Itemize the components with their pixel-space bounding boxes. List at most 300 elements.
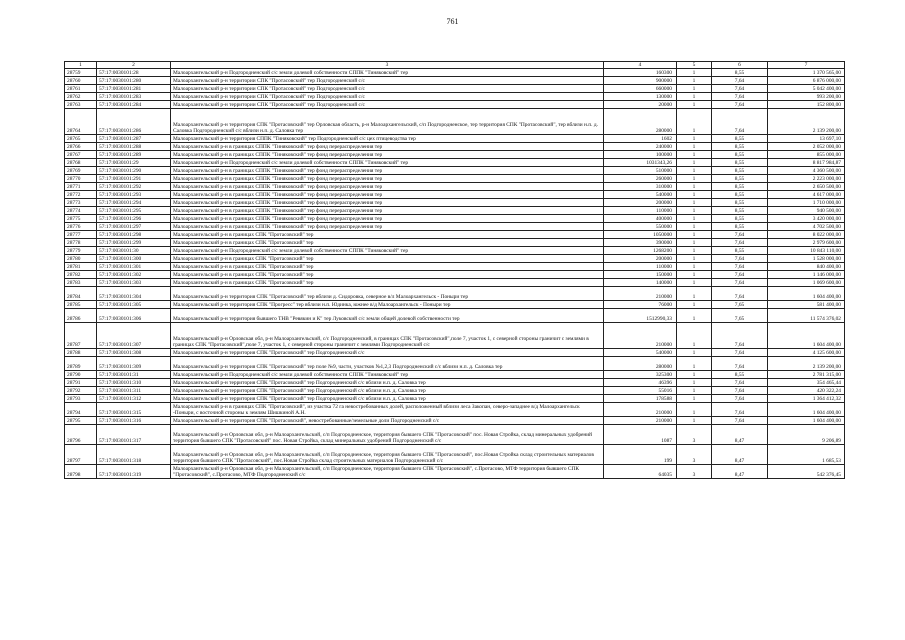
row-number-cell: 28797: [65, 445, 97, 465]
category-cell: 1: [677, 247, 712, 255]
category-cell: 1: [677, 101, 712, 109]
area-cell: 130000: [604, 93, 677, 101]
cadastral-number-cell: 57:17:0030101:295: [97, 207, 171, 215]
address-cell: Малоархангельский р-н территория СПК "Прогресс" тер вблизи н.п. Юдинка, южнее в/д Малоархангельск - Поныри тер: [171, 301, 604, 309]
area-cell: 64035: [604, 465, 677, 479]
row-number-cell: 28770: [65, 175, 97, 183]
cadastral-number-cell: 57:17:0030101:29: [97, 159, 171, 167]
category-cell: 3: [677, 445, 712, 465]
area-cell: 20000: [604, 101, 677, 109]
value-cell: 940 500,00: [768, 207, 845, 215]
address-cell: Малоархангельский р-н территории СПК "Протасовский" тер Подгородненский с/с: [171, 101, 604, 109]
value-cell: 1 146 000,00: [768, 271, 845, 279]
value-cell: 9 206,89: [768, 425, 845, 445]
row-number-cell: 28759: [65, 69, 97, 77]
row-number-cell: 28772: [65, 191, 97, 199]
area-cell: 100000: [604, 151, 677, 159]
address-cell: Малоархангельский р-н Подгородненский с/с земли долевой собственности СППК "Тиняковский" тер: [171, 159, 604, 167]
table-row: [65, 191, 845, 199]
cadastral-table: [64, 61, 845, 479]
table-row: [65, 159, 845, 167]
value-cell: 1 604 400,00: [768, 403, 845, 417]
row-number-cell: 28769: [65, 167, 97, 175]
category-cell: 1: [677, 183, 712, 191]
category-cell: 1: [677, 287, 712, 301]
cadastral-number-cell: 57:17:0030101:289: [97, 151, 171, 159]
cadastral-number-cell: 57:17:0030101:286: [97, 109, 171, 135]
value-cell: 855 000,00: [768, 151, 845, 159]
rate-cell: 7,64: [712, 395, 768, 403]
row-number-cell: 28789: [65, 357, 97, 371]
table-row: [65, 417, 845, 425]
row-number-cell: 28790: [65, 371, 97, 379]
cadastral-number-cell: 57:17:0030101:309: [97, 357, 171, 371]
value-cell: 2 139 200,00: [768, 357, 845, 371]
rate-cell: 8,55: [712, 167, 768, 175]
area-cell: 400000: [604, 215, 677, 223]
rate-cell: 8,55: [712, 223, 768, 231]
table-row: [65, 223, 845, 231]
cadastral-number-cell: 57:17:0030101:293: [97, 191, 171, 199]
cadastral-number-cell: 57:17:0030101:28: [97, 69, 171, 77]
row-number-cell: 28773: [65, 199, 97, 207]
table-row: [65, 175, 845, 183]
area-cell: 280000: [604, 109, 677, 135]
row-number-cell: 28796: [65, 425, 97, 445]
category-cell: 1: [677, 191, 712, 199]
row-number-cell: 28792: [65, 387, 97, 395]
row-number-cell: 28760: [65, 77, 97, 85]
rate-cell: 8,47: [712, 445, 768, 465]
row-number-cell: 28762: [65, 93, 97, 101]
table-row: [65, 387, 845, 395]
rate-cell: 7,65: [712, 301, 768, 309]
value-cell: 420 322,24: [768, 387, 845, 395]
cadastral-number-cell: 57:17:0030101:311: [97, 387, 171, 395]
cadastral-number-cell: 57:17:0030101:303: [97, 279, 171, 287]
category-cell: 1: [677, 207, 712, 215]
cadastral-number-cell: 57:17:0030101:30: [97, 247, 171, 255]
address-cell: Малоархангельский р-н территория СПК "Протасовский" тер Подгородненский с/с: [171, 349, 604, 357]
value-cell: 11 574 376,02: [768, 309, 845, 323]
cadastral-number-cell: 57:17:0030101:31: [97, 371, 171, 379]
rate-cell: 8,55: [712, 175, 768, 183]
table-row: [65, 271, 845, 279]
column-header: 2: [97, 62, 171, 69]
value-cell: 2 979 600,00: [768, 239, 845, 247]
table-row: [65, 199, 845, 207]
cadastral-number-cell: 57:17:0030101:300: [97, 255, 171, 263]
address-cell: Малоархангельский р-н территория СПК "Протасовский" тер Орловская область, р-н Малоархангельский, с/п Подгородненское, тер территория СПК "Протасовский", тер вблизи н.п. д. Саловка Подгородненский с/с вблизи н.п. д. Саловка тер: [171, 109, 604, 135]
rate-cell: 7,64: [712, 417, 768, 425]
row-number-cell: 28765: [65, 135, 97, 143]
value-cell: 1 604 400,00: [768, 323, 845, 349]
row-number-cell: 28787: [65, 323, 97, 349]
value-cell: 1 528 000,00: [768, 255, 845, 263]
value-cell: 8 817 984,87: [768, 159, 845, 167]
rate-cell: 7,64: [712, 231, 768, 239]
row-number-cell: 28771: [65, 183, 97, 191]
area-cell: 540000: [604, 191, 677, 199]
area-cell: 240000: [604, 143, 677, 151]
cadastral-number-cell: 57:17:0030101:308: [97, 349, 171, 357]
table-row: [65, 143, 845, 151]
category-cell: 1: [677, 199, 712, 207]
cadastral-number-cell: 57:17:0030101:280: [97, 77, 171, 85]
category-cell: 1: [677, 143, 712, 151]
row-number-cell: 28766: [65, 143, 97, 151]
category-cell: 1: [677, 349, 712, 357]
row-number-cell: 28794: [65, 403, 97, 417]
rate-cell: 7,64: [712, 85, 768, 93]
row-number-cell: 28778: [65, 239, 97, 247]
table-row: [65, 263, 845, 271]
row-number-cell: 28764: [65, 109, 97, 135]
category-cell: 1: [677, 387, 712, 395]
table-row: [65, 287, 845, 301]
table-row: [65, 323, 845, 349]
area-cell: 178588: [604, 395, 677, 403]
table-row: [65, 309, 845, 323]
area-cell: 55016: [604, 387, 677, 395]
table-row: [65, 371, 845, 379]
rate-cell: 7,64: [712, 357, 768, 371]
address-cell: Малоархангельский р-н территории СПК "Протасовский" тер Подгородненский с/с: [171, 85, 604, 93]
table-row: [65, 167, 845, 175]
rate-cell: 8,55: [712, 199, 768, 207]
rate-cell: 7,64: [712, 403, 768, 417]
category-cell: 1: [677, 223, 712, 231]
rate-cell: 7,64: [712, 263, 768, 271]
area-cell: 325300: [604, 371, 677, 379]
rate-cell: 8,55: [712, 151, 768, 159]
row-number-cell: 28781: [65, 263, 97, 271]
cadastral-number-cell: 57:17:0030101:302: [97, 271, 171, 279]
area-cell: 110000: [604, 263, 677, 271]
category-cell: 1: [677, 395, 712, 403]
table-row: [65, 183, 845, 191]
cadastral-number-cell: 57:17:0030101:284: [97, 101, 171, 109]
address-cell: Малоархангельский р-н территория СПК "Протасовский" тер Подгородненский с/с вблизи н.п. д. Саловка тер: [171, 379, 604, 387]
address-cell: Малоархангельский р-н Подгородненский с/с земли долевой собственности СППК "Тиняковский" тер: [171, 371, 604, 379]
rate-cell: 7,64: [712, 379, 768, 387]
value-cell: 2 781 315,00: [768, 371, 845, 379]
address-cell: Малоархангельский р-н территория СПК "Протасовский" тер Подгородненский с/с вблизи н.п. д. Саловка тер: [171, 387, 604, 395]
table-row: [65, 77, 845, 85]
address-cell: Малоархангельский р-н территория СПК "Протасовский", невостребованные/земельные доли Подгородненский с/с: [171, 417, 604, 425]
row-number-cell: 28774: [65, 207, 97, 215]
value-cell: 2 223 000,00: [768, 175, 845, 183]
area-cell: 76000: [604, 301, 677, 309]
rate-cell: 8,55: [712, 135, 768, 143]
address-cell: Малоархангельский р-н в границах СППК "Тиняковский" тер фонд перераспределения тер: [171, 151, 604, 159]
category-cell: 1: [677, 417, 712, 425]
address-cell: Малоархангельский р-н в границах СППК "Тиняковский" тер фонд перераспределения тер: [171, 143, 604, 151]
table-row: [65, 247, 845, 255]
cadastral-number-cell: 57:17:0030101:294: [97, 199, 171, 207]
row-number-cell: 28779: [65, 247, 97, 255]
area-cell: 390000: [604, 239, 677, 247]
category-cell: 1: [677, 323, 712, 349]
area-cell: 1031343,26: [604, 159, 677, 167]
cadastral-number-cell: 57:17:0030101:298: [97, 231, 171, 239]
value-cell: 4 125 600,00: [768, 349, 845, 357]
row-number-cell: 28767: [65, 151, 97, 159]
area-cell: 660000: [604, 85, 677, 93]
category-cell: 1: [677, 309, 712, 323]
cadastral-number-cell: 57:17:0030101:291: [97, 175, 171, 183]
value-cell: 1 370 565,00: [768, 69, 845, 77]
row-number-cell: 28761: [65, 85, 97, 93]
table-row: [65, 465, 845, 479]
address-cell: Малоархангельский р-н в границах СПК "Протасовский" тер: [171, 279, 604, 287]
address-cell: Малоархангельский р-н в границах СПК "Протасовский" тер: [171, 231, 604, 239]
rate-cell: 8,55: [712, 207, 768, 215]
value-cell: 4 702 500,00: [768, 223, 845, 231]
table-row: [65, 379, 845, 387]
row-number-cell: 28785: [65, 301, 97, 309]
value-cell: 840 400,00: [768, 263, 845, 271]
cadastral-number-cell: 57:17:0030101:307: [97, 323, 171, 349]
table-header-row: [65, 62, 845, 69]
category-cell: 1: [677, 135, 712, 143]
value-cell: 1 364 412,32: [768, 395, 845, 403]
category-cell: 3: [677, 425, 712, 445]
category-cell: 3: [677, 465, 712, 479]
address-cell: Малоархангельский р-н в границах СППК "Тиняковский" тер фонд перераспределения тер: [171, 223, 604, 231]
rate-cell: 8,55: [712, 183, 768, 191]
row-number-cell: 28791: [65, 379, 97, 387]
area-cell: 160300: [604, 69, 677, 77]
category-cell: 1: [677, 167, 712, 175]
cadastral-number-cell: 57:17:0030101:310: [97, 379, 171, 387]
address-cell: Малоархангельский р-н Подгородненский с/с земли долевой собственности СППК "Тиняковский" тер: [171, 69, 604, 77]
cadastral-number-cell: 57:17:0030101:306: [97, 309, 171, 323]
address-cell: Малоархангельский р-н в границах СППК "Тиняковский" тер фонд перераспределения тер: [171, 175, 604, 183]
address-cell: Малоархангельский р-н в границах СПК "Протасовский" тер: [171, 239, 604, 247]
row-number-cell: 28777: [65, 231, 97, 239]
table-row: [65, 207, 845, 215]
area-cell: 150000: [604, 271, 677, 279]
address-cell: Малоархангельский р-н Орловская обл, р-н Малоархангельский, с/п Подгородненское, территория бывшего СПК "Протасовский", пос.Новая Стройка склад строительных материалов территория бывшего СПК "Протасовский", пос.Новая Стройка склад строительных материалов Подгородненский с/с: [171, 445, 604, 465]
category-cell: 1: [677, 109, 712, 135]
rate-cell: 7,64: [712, 255, 768, 263]
address-cell: Малоархангельский р-н в границах СППК "Тиняковский" тер фонд перераспределения тер: [171, 191, 604, 199]
cadastral-number-cell: 57:17:0030101:304: [97, 287, 171, 301]
value-cell: 2 139 200,00: [768, 109, 845, 135]
row-number-cell: 28798: [65, 465, 97, 479]
category-cell: 1: [677, 231, 712, 239]
table-row: [65, 231, 845, 239]
address-cell: Малоархангельский р-н территория СППК "Тиняковский" тер Подгородненский с/с цех птицеводства тер: [171, 135, 604, 143]
table-row: [65, 69, 845, 77]
address-cell: Малоархангельский р-н в границах СППК "Тиняковский" тер фонд перераспределения тер: [171, 207, 604, 215]
category-cell: 1: [677, 271, 712, 279]
table-row: [65, 395, 845, 403]
area-cell: 550000: [604, 223, 677, 231]
rate-cell: 8,55: [712, 143, 768, 151]
row-number-cell: 28788: [65, 349, 97, 357]
cadastral-number-cell: 57:17:0030101:319: [97, 465, 171, 479]
table-row: [65, 279, 845, 287]
rate-cell: 7,64: [712, 323, 768, 349]
row-number-cell: 28763: [65, 101, 97, 109]
table-row: [65, 239, 845, 247]
address-cell: Малоархангельский р-н Орловская обл, р-н Малоархангельский, с/п Подгородненское, территория бывшего СПК "Протасовский" пос. Новая Стройка, склад минеральных удобрений территория бывшего СПК "Протасовский" пос. Новая Стройка, склад минеральных удобрений Подгородненский с/с: [171, 425, 604, 445]
rate-cell: 7,64: [712, 239, 768, 247]
category-cell: 1: [677, 93, 712, 101]
category-cell: 1: [677, 175, 712, 183]
area-cell: 260000: [604, 175, 677, 183]
area-cell: 210000: [604, 417, 677, 425]
address-cell: Малоархангельский р-н территория бывшего ТНВ "Ревякин и К" тер Луковский с/с земли общей долевой собственности тер: [171, 309, 604, 323]
table-row: [65, 135, 845, 143]
rate-cell: 8,55: [712, 159, 768, 167]
category-cell: 1: [677, 159, 712, 167]
area-cell: 1087: [604, 425, 677, 445]
area-cell: 310000: [604, 183, 677, 191]
cadastral-number-cell: 57:17:0030101:305: [97, 301, 171, 309]
address-cell: Малоархангельский р-н территория СПК "Протасовский" тер поле №9, части, участков №1,2,3 Подгородненский с/с вблизи н.п. д. Саловка тер: [171, 357, 604, 371]
value-cell: 993 200,00: [768, 93, 845, 101]
table-row: [65, 403, 845, 417]
row-number-cell: 28768: [65, 159, 97, 167]
rate-cell: 8,55: [712, 247, 768, 255]
value-cell: 8 022 000,00: [768, 231, 845, 239]
value-cell: 4 617 000,00: [768, 191, 845, 199]
address-cell: Малоархангельский р-н территории СПК "Протасовский" тер Подгородненский с/с: [171, 93, 604, 101]
cadastral-number-cell: 57:17:0030101:299: [97, 239, 171, 247]
address-cell: Малоархангельский р-н в границах СПК "Протасовский" тер: [171, 263, 604, 271]
rate-cell: 7,64: [712, 271, 768, 279]
rate-cell: 7,65: [712, 309, 768, 323]
area-cell: 280000: [604, 357, 677, 371]
row-number-cell: 28780: [65, 255, 97, 263]
cadastral-number-cell: 57:17:0030101:317: [97, 425, 171, 445]
rate-cell: 7,64: [712, 279, 768, 287]
cadastral-number-cell: 57:17:0030101:288: [97, 143, 171, 151]
area-cell: 210000: [604, 323, 677, 349]
row-number-cell: 28776: [65, 223, 97, 231]
rate-cell: 8,47: [712, 465, 768, 479]
address-cell: Малоархангельский р-н территория СПК "Протасовский" тер вблизи д. Сидоровка, северное в/л Малоархангельск - Поныри тер: [171, 287, 604, 301]
cadastral-number-cell: 57:17:0030101:296: [97, 215, 171, 223]
row-number-cell: 28783: [65, 279, 97, 287]
column-header: 3: [171, 62, 604, 69]
address-cell: Малоархангельский р-н Подгородненский с/с земли долевой собственности СППК "Тиняковский" тер: [171, 247, 604, 255]
rate-cell: 7,64: [712, 349, 768, 357]
area-cell: 140000: [604, 279, 677, 287]
cadastral-number-cell: 57:17:0030101:315: [97, 403, 171, 417]
area-cell: 200000: [604, 199, 677, 207]
value-cell: 152 800,00: [768, 101, 845, 109]
address-cell: Малоархангельский р-н в границах СППК "Тиняковский" тер фонд перераспределения тер: [171, 183, 604, 191]
category-cell: 1: [677, 85, 712, 93]
category-cell: 1: [677, 263, 712, 271]
address-cell: Малоархангельский р-н в границах СПК "Протасовский" тер: [171, 255, 604, 263]
value-cell: 2 052 000,00: [768, 143, 845, 151]
table-row: [65, 357, 845, 371]
rate-cell: 8,55: [712, 215, 768, 223]
cadastral-number-cell: 57:17:0030101:281: [97, 85, 171, 93]
address-cell: Малоархангельский р-н в границах СППК "Тиняковский" тер фонд перераспределения тер: [171, 167, 604, 175]
value-cell: 5 042 400,00: [768, 85, 845, 93]
area-cell: 1512990,33: [604, 309, 677, 323]
value-cell: 6 876 000,00: [768, 77, 845, 85]
address-cell: Малоархангельский р-н в границах СППК "Тиняковский" тер фонд перераспределения тер: [171, 199, 604, 207]
row-number-cell: 28784: [65, 287, 97, 301]
column-header: 6: [712, 62, 768, 69]
area-cell: 110000: [604, 207, 677, 215]
cadastral-number-cell: 57:17:0030101:283: [97, 93, 171, 101]
category-cell: 1: [677, 255, 712, 263]
area-cell: 46396: [604, 379, 677, 387]
rate-cell: 7,64: [712, 287, 768, 301]
area-cell: 1050000: [604, 231, 677, 239]
address-cell: Малоархангельский р-н территория СПК "Протасовский" тер Подгородненский с/с вблизи н.п. д. Саловка тер: [171, 395, 604, 403]
rate-cell: 8,55: [712, 371, 768, 379]
category-cell: 1: [677, 239, 712, 247]
category-cell: 1: [677, 371, 712, 379]
table-row: [65, 109, 845, 135]
table-row: [65, 215, 845, 223]
table-row: [65, 349, 845, 357]
page-number: 761: [446, 17, 459, 26]
value-cell: 1 710 000,00: [768, 199, 845, 207]
category-cell: 1: [677, 301, 712, 309]
table-row: [65, 255, 845, 263]
cadastral-number-cell: 57:17:0030101:312: [97, 395, 171, 403]
area-cell: 210000: [604, 403, 677, 417]
value-cell: 1 069 600,00: [768, 279, 845, 287]
area-cell: 540000: [604, 349, 677, 357]
row-number-cell: 28782: [65, 271, 97, 279]
value-cell: 1 604 400,00: [768, 287, 845, 301]
row-number-cell: 28795: [65, 417, 97, 425]
address-cell: Малоархангельский р-н в границах СППК "Тиняковский" тер фонд перераспределения тер: [171, 215, 604, 223]
table-row: [65, 301, 845, 309]
area-cell: 199: [604, 445, 677, 465]
address-cell: Малоархангельский р-н в границах СПК "Протасовский" тер: [171, 271, 604, 279]
area-cell: 200000: [604, 255, 677, 263]
cadastral-number-cell: 57:17:0030101:290: [97, 167, 171, 175]
rate-cell: 7,64: [712, 387, 768, 395]
table-row: [65, 445, 845, 465]
column-header: 1: [65, 62, 97, 69]
address-cell: Малоархангельский р-н Орловская обл, р-н Малоархангельский, с/с Подгородненский, в границах СПК "Протасовский",поле 7, участок 1, с северной стороны граничит с землями в границах СПК "Протасовский",поле 7, участок 1, с северной стороны граничит с землями Подгородненский с/с: [171, 323, 604, 349]
column-header: 7: [768, 62, 845, 69]
area-cell: 900000: [604, 77, 677, 85]
category-cell: 1: [677, 403, 712, 417]
value-cell: 1 604 400,00: [768, 417, 845, 425]
category-cell: 1: [677, 69, 712, 77]
value-cell: 3 420 000,00: [768, 215, 845, 223]
rate-cell: 8,47: [712, 425, 768, 445]
column-header: 4: [604, 62, 677, 69]
value-cell: 13 697,10: [768, 135, 845, 143]
category-cell: 1: [677, 379, 712, 387]
value-cell: 581 400,00: [768, 301, 845, 309]
area-cell: 1602: [604, 135, 677, 143]
row-number-cell: 28793: [65, 395, 97, 403]
value-cell: 2 650 500,00: [768, 183, 845, 191]
cadastral-number-cell: 57:17:0030101:292: [97, 183, 171, 191]
cadastral-number-cell: 57:17:0030101:301: [97, 263, 171, 271]
value-cell: 10 843 110,00: [768, 247, 845, 255]
table-row: [65, 151, 845, 159]
address-cell: Малоархангельский р-н территории СПК "Протасовский" тер Подгородненский с/с: [171, 77, 604, 85]
table-row: [65, 85, 845, 93]
